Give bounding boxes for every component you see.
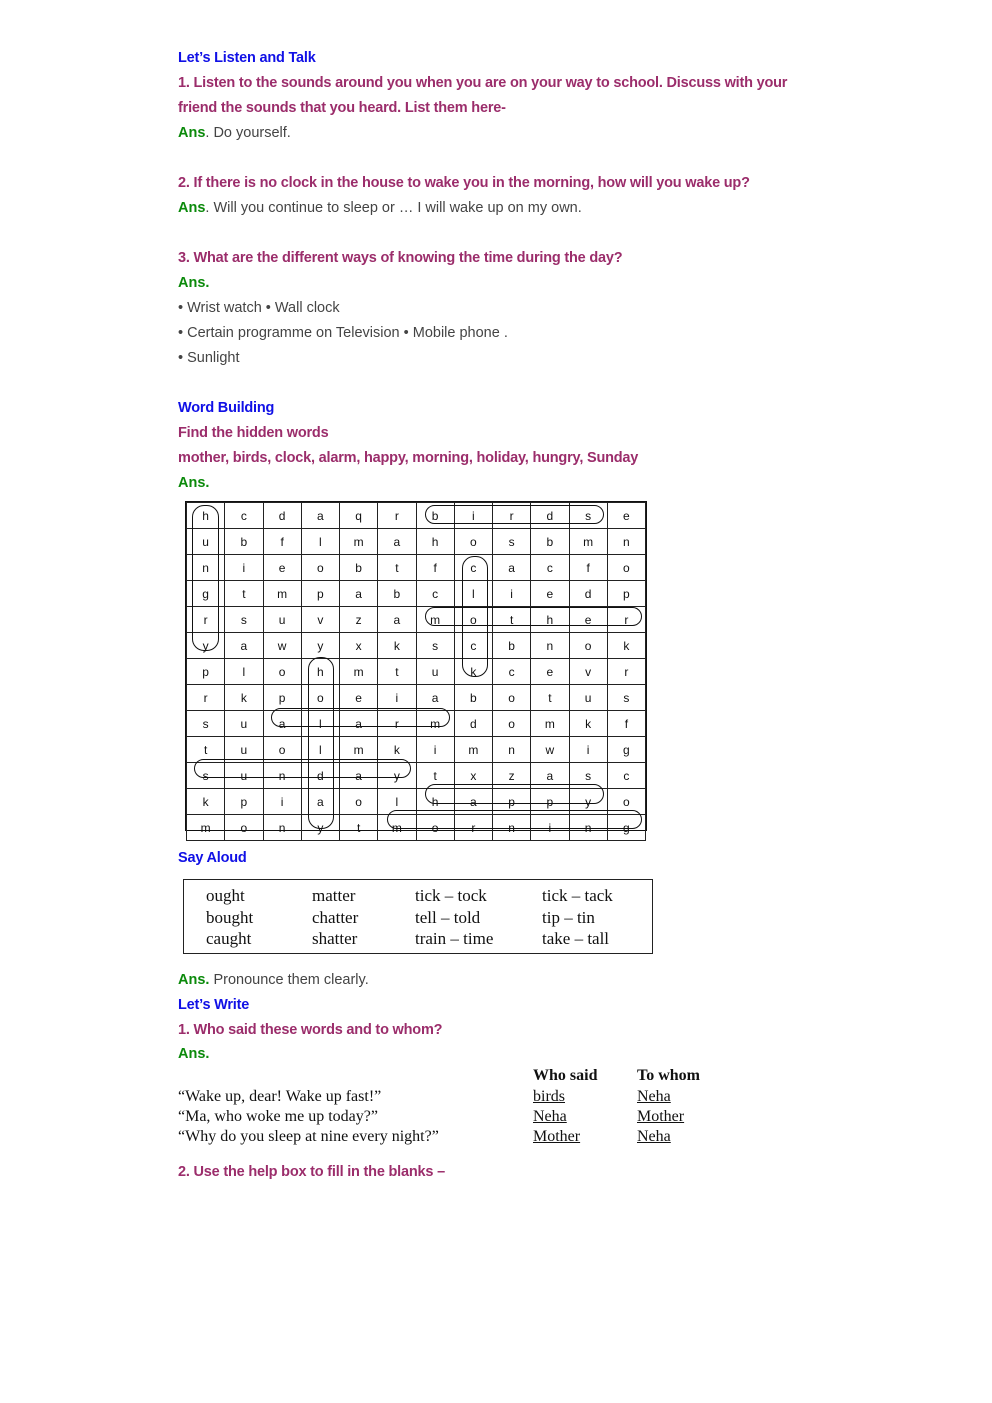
grid-cell: k <box>607 633 645 659</box>
to-whom-value: Mother <box>637 1108 685 1125</box>
answer-text: Pronounce them clearly. <box>209 972 369 988</box>
say-aloud-word: tip – tin <box>542 907 595 927</box>
grid-cell: g <box>187 581 225 607</box>
grid-cell: u <box>225 737 263 763</box>
grid-cell: m <box>187 815 225 841</box>
grid-cell: k <box>569 711 607 737</box>
word-list: mother, birds, clock, alarm, happy, morning, holiday, hungry, Sunday <box>178 450 639 466</box>
grid-cell: u <box>416 659 454 685</box>
grid-cell: e <box>531 659 569 685</box>
grid-cell: o <box>340 789 378 815</box>
grid-cell: f <box>263 529 301 555</box>
grid-cell: a <box>340 711 378 737</box>
grid-cell: w <box>531 737 569 763</box>
grid-cell: a <box>301 789 339 815</box>
grid-cell: t <box>378 659 416 685</box>
grid-cell: b <box>340 555 378 581</box>
answer-label: Ans. <box>178 972 210 988</box>
grid-cell: m <box>454 737 492 763</box>
grid-cell: a <box>454 789 492 815</box>
question-3: 3. What are the different ways of knowing the time during the day? <box>178 250 623 266</box>
grid-cell: t <box>416 763 454 789</box>
word-search-grid <box>185 501 647 835</box>
answer-label: Ans. <box>178 1046 210 1062</box>
grid-cell: d <box>531 503 569 529</box>
grid-cell: i <box>569 737 607 763</box>
grid-cell: h <box>187 503 225 529</box>
say-aloud-column <box>415 885 493 950</box>
who-said-header: Who said <box>533 1067 598 1084</box>
grid-cell: l <box>301 711 339 737</box>
say-aloud-word: caught <box>206 929 252 948</box>
grid-row <box>187 555 646 581</box>
question-1-line-2: friend the sounds that you heard. List them here- <box>178 100 506 116</box>
say-aloud-answer <box>178 970 369 990</box>
who-said-value: birds <box>533 1088 565 1105</box>
grid-cell: s <box>225 607 263 633</box>
grid-cell: a <box>340 763 378 789</box>
grid-cell: r <box>187 685 225 711</box>
grid-cell: m <box>340 659 378 685</box>
grid-cell: m <box>416 711 454 737</box>
grid-cell: a <box>416 685 454 711</box>
grid-cell: o <box>263 737 301 763</box>
grid-cell: s <box>569 763 607 789</box>
grid-cell: d <box>301 763 339 789</box>
grid-cell: l <box>225 659 263 685</box>
grid-cell: b <box>493 633 531 659</box>
grid-cell: c <box>531 555 569 581</box>
grid-row <box>187 763 646 789</box>
answer-label: Ans <box>178 200 206 216</box>
grid-cell: i <box>531 815 569 841</box>
grid-cell: o <box>225 815 263 841</box>
grid-cell: o <box>263 659 301 685</box>
grid-cell: s <box>416 633 454 659</box>
grid-cell: n <box>569 815 607 841</box>
grid-cell: o <box>493 685 531 711</box>
grid-cell: z <box>340 607 378 633</box>
grid-cell: t <box>340 815 378 841</box>
grid-cell: m <box>263 581 301 607</box>
grid-cell: b <box>378 581 416 607</box>
answer-label: Ans <box>178 125 206 141</box>
grid-cell: h <box>531 607 569 633</box>
say-aloud-word: train – time <box>415 929 494 948</box>
grid-cell: u <box>263 607 301 633</box>
grid-cell: i <box>378 685 416 711</box>
grid-cell: d <box>263 503 301 529</box>
grid-cell: c <box>454 633 492 659</box>
grid-cell: y <box>301 633 339 659</box>
answer-text: . Will you continue to sleep or … I will wake up on my own. <box>205 200 582 216</box>
grid-cell: c <box>416 581 454 607</box>
grid-cell: m <box>569 529 607 555</box>
grid-cell: r <box>454 815 492 841</box>
grid-cell: r <box>607 607 645 633</box>
grid-cell: c <box>607 763 645 789</box>
grid-cell: u <box>225 711 263 737</box>
grid-cell: n <box>187 555 225 581</box>
grid-cell: o <box>493 711 531 737</box>
grid-cell: i <box>263 789 301 815</box>
grid-cell: d <box>569 581 607 607</box>
grid-cell: i <box>225 555 263 581</box>
grid-cell: n <box>493 815 531 841</box>
write-question-1: 1. Who said these words and to whom? <box>178 1022 443 1038</box>
quote: “Why do you sleep at nine every night?” <box>178 1128 439 1145</box>
grid-cell: w <box>263 633 301 659</box>
say-aloud-column <box>206 885 253 950</box>
grid-row <box>187 633 646 659</box>
who-said-value: Neha <box>533 1108 567 1125</box>
grid-row <box>187 815 646 841</box>
grid-row <box>187 659 646 685</box>
quote: “Ma, who woke me up today?” <box>178 1108 378 1125</box>
grid-row <box>187 737 646 763</box>
grid-cell: f <box>416 555 454 581</box>
section-heading-word-building: Word Building <box>178 400 275 416</box>
say-aloud-word: shatter <box>312 929 358 948</box>
answer-label: Ans. <box>178 475 210 491</box>
who-said-value: Mother <box>533 1128 581 1145</box>
grid-row <box>187 685 646 711</box>
answer-label: Ans. <box>178 275 210 291</box>
grid-cell: p <box>187 659 225 685</box>
grid-cell: i <box>416 737 454 763</box>
grid-cell: h <box>416 529 454 555</box>
grid-cell: o <box>569 633 607 659</box>
grid-cell: y <box>378 763 416 789</box>
grid-cell: t <box>531 685 569 711</box>
grid-cell: y <box>187 633 225 659</box>
grid-cell: p <box>493 789 531 815</box>
grid-cell: b <box>225 529 263 555</box>
grid-cell: m <box>340 529 378 555</box>
grid-cell: o <box>607 555 645 581</box>
grid-row <box>187 607 646 633</box>
answer-bullet: • Wrist watch • Wall clock <box>178 300 340 316</box>
say-aloud-word: bought <box>206 907 254 927</box>
grid-cell: o <box>454 607 492 633</box>
grid-cell: m <box>378 815 416 841</box>
grid-row <box>187 529 646 555</box>
answer-text: . Do yourself. <box>205 125 291 141</box>
grid-cell: c <box>493 659 531 685</box>
grid-cell: a <box>263 711 301 737</box>
grid-cell: e <box>569 607 607 633</box>
grid-cell: r <box>378 711 416 737</box>
grid-cell: n <box>493 737 531 763</box>
grid-cell: h <box>416 789 454 815</box>
section-heading-lets-write: Let’s Write <box>178 997 250 1013</box>
grid-cell: o <box>416 815 454 841</box>
grid-row <box>187 503 646 529</box>
grid-cell: n <box>607 529 645 555</box>
grid-cell: x <box>340 633 378 659</box>
grid-cell: u <box>569 685 607 711</box>
answer-bullet: • Certain programme on Television • Mobile phone . <box>178 325 508 341</box>
say-aloud-word: tick – tack <box>542 886 613 905</box>
grid-cell: d <box>454 711 492 737</box>
grid-cell: b <box>454 685 492 711</box>
grid-cell: t <box>378 555 416 581</box>
say-aloud-word: take – tall <box>542 929 610 948</box>
grid-cell: k <box>187 789 225 815</box>
grid-cell: b <box>531 529 569 555</box>
answer-1 <box>178 123 291 143</box>
grid-cell: c <box>225 503 263 529</box>
grid-cell: o <box>301 685 339 711</box>
grid-cell: o <box>301 555 339 581</box>
grid-cell: n <box>263 763 301 789</box>
grid-cell: l <box>301 529 339 555</box>
grid-cell: k <box>454 659 492 685</box>
grid-cell: k <box>378 633 416 659</box>
grid-cell: k <box>225 685 263 711</box>
grid-cell: m <box>340 737 378 763</box>
grid-cell: i <box>493 581 531 607</box>
grid-cell: o <box>454 529 492 555</box>
grid-cell: p <box>301 581 339 607</box>
grid-cell: g <box>607 815 645 841</box>
grid-cell: l <box>454 581 492 607</box>
grid-cell: x <box>454 763 492 789</box>
grid-cell: r <box>187 607 225 633</box>
grid-cell: r <box>493 503 531 529</box>
grid-cell: s <box>493 529 531 555</box>
grid-cell: y <box>569 789 607 815</box>
to-whom-value: Neha <box>637 1128 671 1145</box>
grid-cell: n <box>263 815 301 841</box>
grid-cell: a <box>225 633 263 659</box>
say-aloud-column <box>542 885 613 950</box>
grid-cell: z <box>493 763 531 789</box>
grid-cell: p <box>531 789 569 815</box>
grid-row <box>187 711 646 737</box>
say-aloud-word: chatter <box>312 907 359 927</box>
grid-cell: a <box>531 763 569 789</box>
grid-cell: e <box>531 581 569 607</box>
answer-2 <box>178 198 582 218</box>
question-1-line-1: 1. Listen to the sounds around you when you are on your way to school. Discuss with your <box>178 75 788 91</box>
section-heading-say-aloud: Say Aloud <box>178 850 247 866</box>
grid-cell: g <box>607 737 645 763</box>
grid-cell: t <box>225 581 263 607</box>
grid-cell: h <box>301 659 339 685</box>
grid-cell: s <box>569 503 607 529</box>
grid-row <box>187 581 646 607</box>
grid-cell: l <box>378 789 416 815</box>
say-aloud-box <box>183 879 653 954</box>
grid-cell: r <box>378 503 416 529</box>
grid-cell: e <box>340 685 378 711</box>
grid-cell: s <box>187 763 225 789</box>
grid-cell: f <box>607 711 645 737</box>
grid-cell: p <box>607 581 645 607</box>
write-question-2: 2. Use the help box to fill in the blanks – <box>178 1164 445 1180</box>
grid-cell: q <box>340 503 378 529</box>
grid-cell: o <box>607 789 645 815</box>
grid-cell: t <box>493 607 531 633</box>
grid-cell: a <box>493 555 531 581</box>
grid-cell: f <box>569 555 607 581</box>
to-whom-header: To whom <box>637 1067 700 1084</box>
grid-cell: u <box>225 763 263 789</box>
quote: “Wake up, dear! Wake up fast!” <box>178 1088 382 1105</box>
word-search-table <box>186 502 646 841</box>
grid-cell: v <box>569 659 607 685</box>
grid-cell: s <box>187 711 225 737</box>
say-aloud-word: ought <box>206 886 245 905</box>
grid-cell: k <box>378 737 416 763</box>
grid-cell: b <box>416 503 454 529</box>
grid-cell: s <box>607 685 645 711</box>
question-2: 2. If there is no clock in the house to wake you in the morning, how will you wake up? <box>178 175 750 191</box>
grid-cell: p <box>225 789 263 815</box>
say-aloud-word: tick – tock <box>415 886 487 905</box>
grid-cell: p <box>263 685 301 711</box>
grid-cell: u <box>187 529 225 555</box>
grid-cell: a <box>340 581 378 607</box>
say-aloud-column <box>312 885 358 950</box>
say-aloud-word: tell – told <box>415 907 481 927</box>
grid-cell: a <box>301 503 339 529</box>
to-whom-value: Neha <box>637 1088 671 1105</box>
grid-cell: l <box>301 737 339 763</box>
grid-cell: a <box>378 529 416 555</box>
grid-cell: i <box>454 503 492 529</box>
grid-cell: m <box>531 711 569 737</box>
grid-row <box>187 789 646 815</box>
grid-cell: r <box>607 659 645 685</box>
grid-cell: n <box>531 633 569 659</box>
grid-cell: c <box>454 555 492 581</box>
say-aloud-word: matter <box>312 886 356 905</box>
answer-bullet: • Sunlight <box>178 350 240 366</box>
grid-cell: e <box>263 555 301 581</box>
section-heading-listen-talk: Let’s Listen and Talk <box>178 50 316 66</box>
grid-cell: e <box>607 503 645 529</box>
grid-cell: v <box>301 607 339 633</box>
word-building-instruction: Find the hidden words <box>178 425 329 441</box>
grid-cell: t <box>187 737 225 763</box>
grid-cell: m <box>416 607 454 633</box>
grid-cell: a <box>378 607 416 633</box>
grid-cell: y <box>301 815 339 841</box>
